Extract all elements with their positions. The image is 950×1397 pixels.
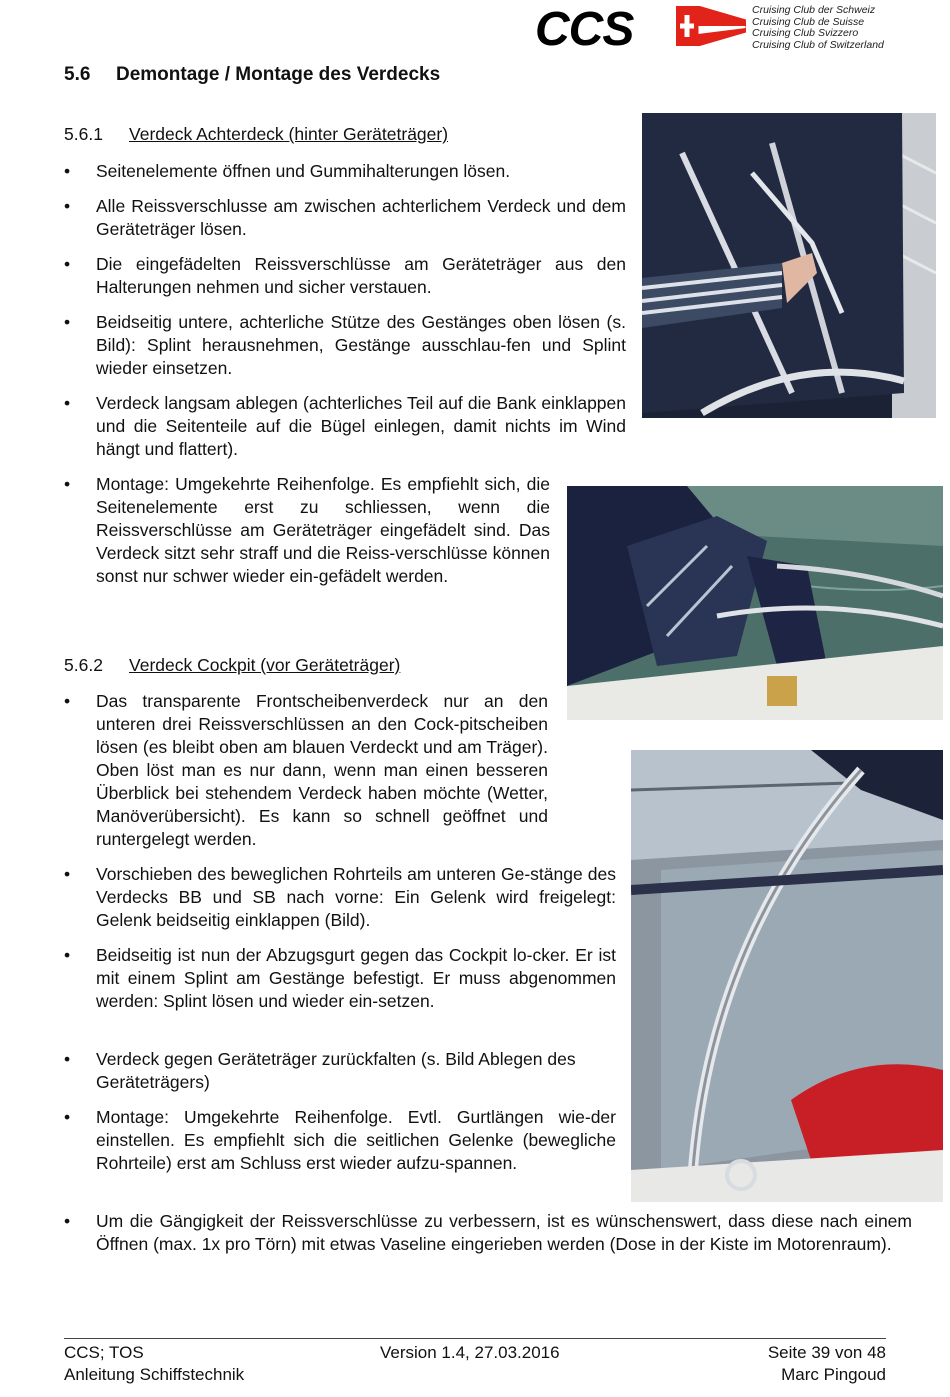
footer-author: Marc Pingoud bbox=[781, 1365, 886, 1384]
list-item: • Alle Reissverschlusse am zwischen achterlichem Verdeck und dem Geräteträger lösen. bbox=[64, 196, 626, 239]
photo-cockpit-frame bbox=[631, 750, 943, 1202]
photo-canopy-strut bbox=[642, 113, 936, 418]
section-number: 5.6 bbox=[64, 64, 91, 85]
list-item-text: Das transparente Frontscheibenverdeck nur an den unteren drei Reissverschlüssen an den Cock-pitscheiben lösen (es bleibt oben am blauen Verdeckt und am Träger). Oben löst man es nur dann, wenn man einen besseren Überblick bei stehendem Verdeck haben möchte (Wetter, Manöverübersicht). Es kann so schnell geöffnet und runtergelegt werden. bbox=[96, 691, 548, 849]
subsection-number: 5.6.1 bbox=[64, 124, 103, 144]
subsection-heading-2 bbox=[64, 655, 400, 676]
subsection-title: Verdeck Cockpit (vor Geräteträger) bbox=[129, 655, 401, 675]
photo-folded-canopy bbox=[567, 486, 943, 720]
footer-doc-title: Anleitung Schiffstechnik bbox=[64, 1365, 245, 1384]
club-name-en: Cruising Club of Switzerland bbox=[752, 38, 884, 51]
subsection-number: 5.6.2 bbox=[64, 655, 103, 675]
swiss-burgee-flag bbox=[676, 6, 746, 46]
club-name-de: Cruising Club der Schweiz bbox=[752, 4, 876, 16]
footer-right bbox=[640, 1342, 886, 1386]
club-name-fr: Cruising Club de Suisse bbox=[752, 15, 865, 28]
subsection-title: Verdeck Achterdeck (hinter Geräteträger) bbox=[129, 124, 449, 144]
footer-org: CCS; TOS bbox=[64, 1343, 144, 1362]
list-item: • Die eingefädelten Reissverschlüsse am Geräteträger aus den Halterungen nehmen und sicher verstauen. bbox=[64, 254, 626, 297]
list-item: • Verdeck langsam ablegen (achterliches Teil auf die Bank einklappen und die Seitenteile auf die Bügel einlegen, damit nichts im Wind hängt und flattert). bbox=[64, 393, 626, 459]
list-item: • Montage: Umgekehrte Reihenfolge. Evtl. Gurtlängen wie-der einstellen. Es empfiehlt sich die seitlichen Gelenke (bewegliche Rohrteile) erst am Schluss erst wieder aufzu-spannen. bbox=[64, 1107, 616, 1173]
list-item: • Beidseitig untere, achterliche Stütze des Gestänges oben lösen (s. Bild): Splint herausnehmen, Gestänge ausschlau-fen und Splint wieder einsetzen. bbox=[64, 312, 626, 378]
list-item: • Vorschieben des beweglichen Rohrteils am unteren Ge-stänge des Verdecks BB und SB nach vorne: Ein Gelenk wird freigelegt: Gelenk beidseitig einklappen (Bild). bbox=[64, 864, 616, 930]
list-item: • Beidseitig ist nun der Abzugsgurt gegen das Cockpit lo-cker. Er ist mit einem Splint am Gestänge befestigt. Er muss abgenommen werden: Splint lösen und wieder ein-setzen. bbox=[64, 945, 616, 1011]
footer-divider bbox=[64, 1338, 886, 1339]
footer-version: Version 1.4, 27.03.2016 bbox=[380, 1343, 560, 1362]
club-name-it: Cruising Club Svizzero bbox=[752, 27, 859, 39]
section-title-text: Demontage / Montage des Verdecks bbox=[116, 64, 441, 85]
list-item: • Verdeck gegen Geräteträger zurückfalten (s. Bild Ablegen des Geräteträgers) bbox=[64, 1049, 576, 1092]
list-item: • Das transparente Frontscheibenverdeck nur an den unteren drei Reissverschlüssen an den Cock-pitscheiben lösen (es bleibt oben am blauen Verdeckt und am Träger). Oben löst man es nur dann, wenn man einen besseren Überblick bei stehendem Verdeck haben möchte (Wetter, Manöverübersicht). Es kann so schnell geöffnet und runtergelegt werden. bbox=[64, 691, 548, 849]
club-names bbox=[752, 5, 884, 51]
subsection-heading-1 bbox=[64, 124, 448, 145]
list-item: • Um die Gängigkeit der Reissverschlüsse zu verbessern, ist es wünschenswert, dass diese nach einem Öffnen (max. 1x pro Törn) mit etwas Vaseline eingerieben werden (Dose in der Kiste im Motorenraum). bbox=[64, 1211, 912, 1254]
list-item: • Seitenelemente öffnen und Gummihalterungen lösen. bbox=[64, 161, 511, 181]
list-item: • Montage: Umgekehrte Reihenfolge. Es empfiehlt sich, die Seitenelemente erst zu schliessen, wenn die Reissverschlüsse am Geräteträger eingefädelt sind. Das Verdeck sitzt sehr straff und die Reiss-verschlüsse können sonst nur schwer wieder ein-gefädelt werden. bbox=[64, 474, 550, 586]
ccs-logo-text: CCS bbox=[535, 3, 634, 56]
footer-page-number: Seite 39 von 48 bbox=[767, 1343, 886, 1362]
footer-left bbox=[64, 1342, 244, 1386]
section-title bbox=[64, 64, 440, 86]
